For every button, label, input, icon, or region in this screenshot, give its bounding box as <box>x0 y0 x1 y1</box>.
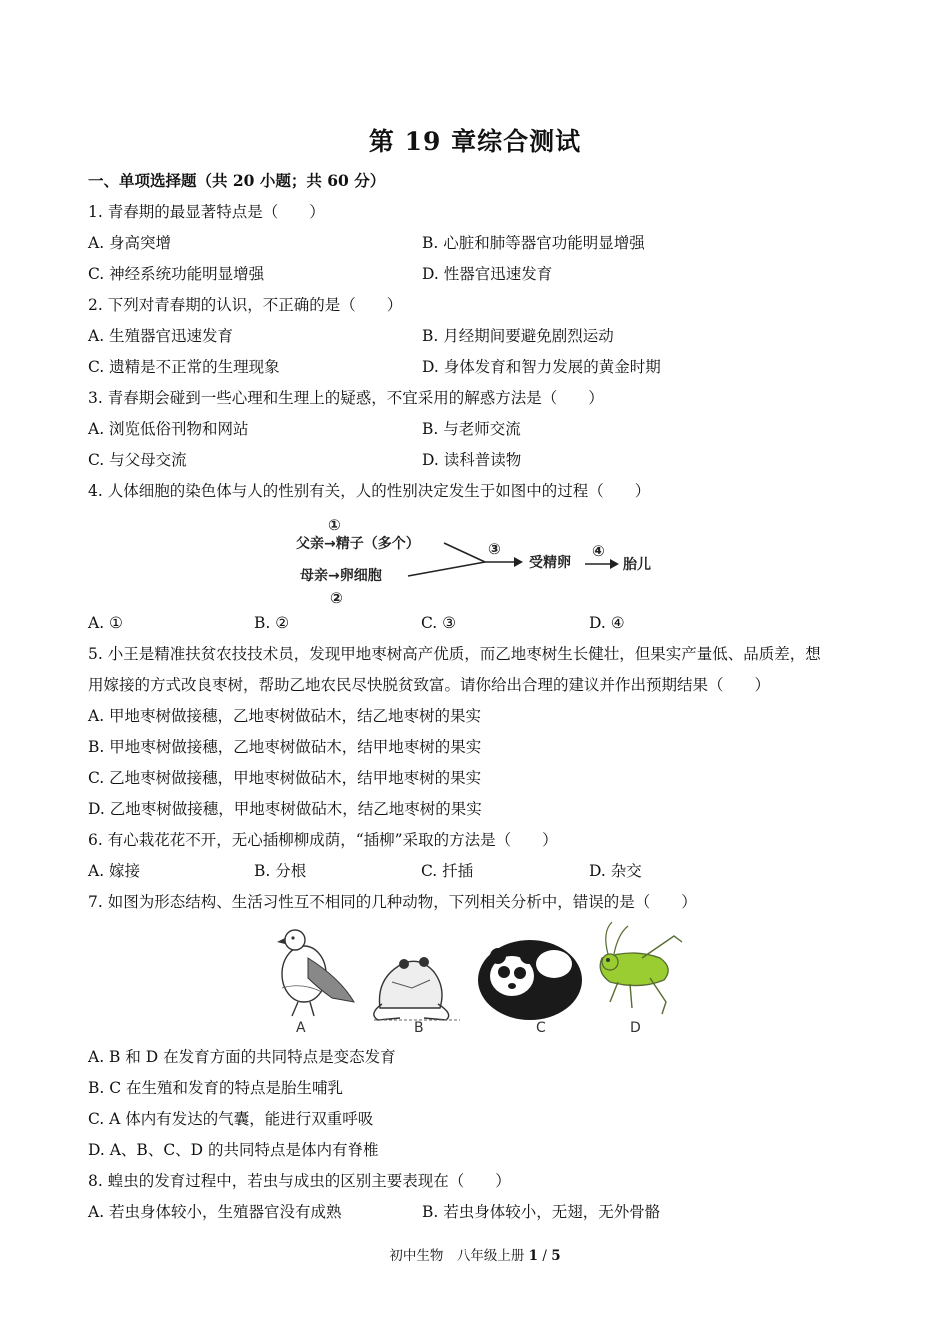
figure-mother-egg: 母亲→卵细胞 <box>300 568 382 584</box>
figure-arrowhead-2 <box>610 559 619 569</box>
q8-option-b[interactable]: B. 若虫身体较小，无翅，无外骨骼 <box>422 1203 661 1221</box>
panda-icon <box>478 940 582 1020</box>
q7-option-c[interactable]: C. A 体内有发达的气囊，能进行双重呼吸 <box>88 1110 374 1128</box>
q5-option-c[interactable]: C. 乙地枣树做接穗，甲地枣树做砧木，结甲地枣树的果实 <box>88 769 482 787</box>
q4-option-d[interactable]: D. ④ <box>589 614 625 632</box>
q5-option-d[interactable]: D. 乙地枣树做接穗，甲地枣树做砧木，结乙地枣树的果实 <box>88 800 482 818</box>
q7-option-b[interactable]: B. C 在生殖和发育的特点是胎生哺乳 <box>88 1079 344 1097</box>
q5-stem-line-1: 5. 小王是精准扶贫农技技术员，发现甲地枣树高产优质，而乙地枣树生长健壮，但果实产量低、品质差，想 <box>88 645 821 663</box>
frog-icon <box>374 957 460 1020</box>
q6-option-b[interactable]: B. 分根 <box>254 862 307 880</box>
q6-option-d[interactable]: D. 杂交 <box>589 862 642 880</box>
figure-fetus: 胎儿 <box>623 557 651 573</box>
figure-zygote: 受精卵 <box>529 555 571 571</box>
section-heading: 一、单项选择题（共 20 小题；共 60 分） <box>88 171 386 190</box>
q5-option-a[interactable]: A. 甲地枣树做接穗，乙地枣树做砧木，结乙地枣树的果实 <box>88 707 482 725</box>
q6-stem: 6. 有心栽花花不开，无心插柳柳成荫，“插柳”采取的方法是（ ） <box>88 831 558 849</box>
q2-option-d[interactable]: D. 身体发育和智力发展的黄金时期 <box>422 358 661 376</box>
q2-option-b[interactable]: B. 月经期间要避免剧烈运动 <box>422 327 614 345</box>
figure-arrow-sperm <box>444 543 485 562</box>
q7-option-d[interactable]: D. A、B、C、D 的共同特点是体内有脊椎 <box>88 1141 379 1159</box>
footer-page-number: 1 <box>528 1248 539 1264</box>
animal-label-d: D <box>630 1020 641 1036</box>
q3-option-b[interactable]: B. 与老师交流 <box>422 420 521 438</box>
q7-stem: 7. 如图为形态结构、生活习性互不相同的几种动物，下列相关分析中，错误的是（ ） <box>88 893 697 911</box>
q3-option-a[interactable]: A. 浏览低俗刊物和网站 <box>88 420 249 438</box>
q3-stem: 3. 青春期会碰到一些心理和生理上的疑惑，不宜采用的解惑方法是（ ） <box>88 389 604 407</box>
q1-option-b[interactable]: B. 心脏和肺等器官功能明显增强 <box>422 234 645 252</box>
q7-animals-figure <box>262 918 692 1038</box>
footer-page-total: 5 <box>551 1248 561 1264</box>
figure-step-3: ③ <box>488 540 501 558</box>
q1-option-d[interactable]: D. 性器官迅速发育 <box>422 265 553 283</box>
animal-label-b: B <box>414 1020 424 1036</box>
grasshopper-icon <box>600 922 682 1014</box>
q6-option-a[interactable]: A. 嫁接 <box>88 862 141 880</box>
q1-option-a[interactable]: A. 身高突增 <box>88 234 172 252</box>
footer-label: 初中生物 八年级上册 <box>389 1248 529 1264</box>
q8-stem: 8. 蝗虫的发育过程中，若虫与成虫的区别主要表现在（ ） <box>88 1172 511 1190</box>
q4-option-c[interactable]: C. ③ <box>421 614 457 632</box>
animal-label-c: C <box>536 1020 546 1036</box>
pigeon-icon <box>277 930 354 1016</box>
page-footer <box>0 1244 950 1264</box>
figure-father-sperm: 父亲→精子（多个） <box>296 536 420 552</box>
q2-stem: 2. 下列对青春期的认识，不正确的是（ ） <box>88 296 403 314</box>
q4-process-figure <box>288 510 668 610</box>
q1-option-c[interactable]: C. 神经系统功能明显增强 <box>88 265 265 283</box>
q5-option-b[interactable]: B. 甲地枣树做接穗，乙地枣树做砧木，结甲地枣树的果实 <box>88 738 482 756</box>
q4-option-b[interactable]: B. ② <box>254 614 290 632</box>
q1-stem: 1. 青春期的最显著特点是（ ） <box>88 203 325 221</box>
q8-option-a[interactable]: A. 若虫身体较小，生殖器官没有成熟 <box>88 1203 342 1221</box>
q2-option-c[interactable]: C. 遗精是不正常的生理现象 <box>88 358 280 376</box>
figure-step-2: ② <box>330 589 343 607</box>
q4-option-a[interactable]: A. ① <box>88 614 123 632</box>
q6-option-c[interactable]: C. 扦插 <box>421 862 474 880</box>
q5-stem-line-2: 用嫁接的方式改良枣树，帮助乙地农民尽快脱贫致富。请你给出合理的建议并作出预期结果（ ） <box>88 676 771 694</box>
figure-arrowhead-1 <box>514 557 523 567</box>
q3-option-d[interactable]: D. 读科普读物 <box>422 451 522 469</box>
footer-separator: / <box>538 1248 552 1264</box>
q3-option-c[interactable]: C. 与父母交流 <box>88 451 187 469</box>
page-title: 第 19 章综合测试 <box>368 127 582 156</box>
figure-step-4: ④ <box>592 542 605 560</box>
figure-arrow-egg <box>408 562 485 576</box>
figure-step-1: ① <box>328 516 341 534</box>
animal-label-a: A <box>296 1020 306 1036</box>
q4-stem: 4. 人体细胞的染色体与人的性别有关，人的性别决定发生于如图中的过程（ ） <box>88 482 651 500</box>
q2-option-a[interactable]: A. 生殖器官迅速发育 <box>88 327 234 345</box>
q7-option-a[interactable]: A. B 和 D 在发育方面的共同特点是变态发育 <box>88 1048 396 1066</box>
